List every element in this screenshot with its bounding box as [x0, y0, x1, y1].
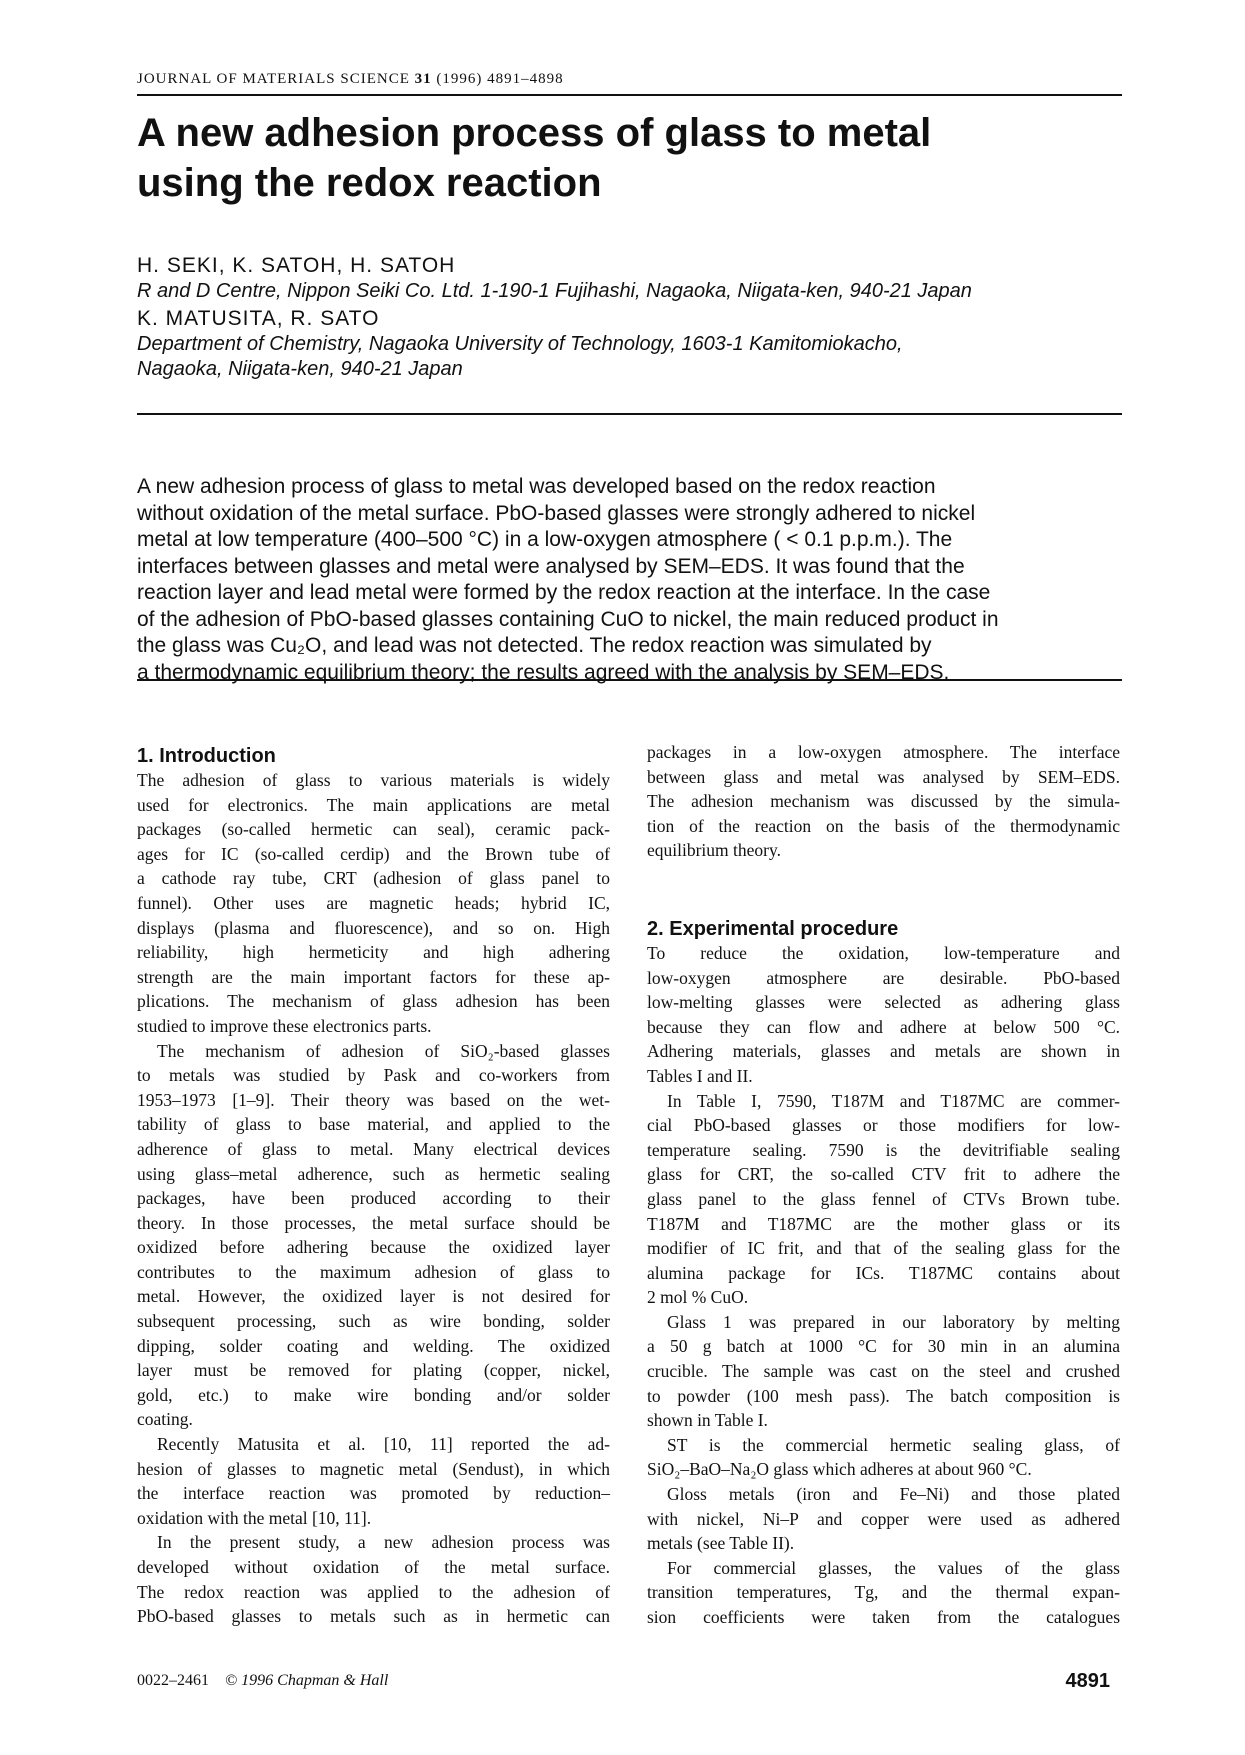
text-line: layer must be removed for plating (copper, nickel,	[137, 1360, 610, 1381]
text-line: temperature sealing. 7590 is the devitrifiable sealing	[647, 1139, 1120, 1160]
paragraph	[647, 1482, 1120, 1556]
text-line: T187M and T187MC are the mother glass or its	[647, 1213, 1120, 1234]
paragraph	[647, 941, 1120, 1089]
paragraph	[647, 740, 1120, 863]
text-line: shown in Table I.	[647, 1410, 768, 1431]
text-line: a 50 g batch at 1000 °C for 30 min in an alumina	[647, 1336, 1120, 1357]
text-line: The adhesion mechanism was discussed by the simula-	[647, 791, 1120, 812]
text-line: between glass and metal was analysed by SEM–EDS.	[647, 766, 1120, 787]
affiliation-line: Department of Chemistry, Nagaoka University of Technology, 1603-1 Kamitomiokacho,	[137, 333, 903, 355]
text-line: The mechanism of adhesion of SiO₂-based glasses	[157, 1040, 610, 1061]
text-line: developed without oxidation of the metal surface.	[137, 1557, 610, 1577]
right-column	[647, 740, 1120, 1630]
text-line: packages, have been produced according to their	[137, 1188, 610, 1209]
text-line: plications. The mechanism of glass adhesion has been	[137, 991, 610, 1012]
abstract-line: reaction layer and lead metal were formed by the redox reaction at the interface. In the case	[137, 581, 991, 604]
text-line: coating.	[137, 1409, 193, 1430]
text-line: The redox reaction was applied to the adhesion of	[137, 1581, 610, 1602]
running-header	[137, 71, 1122, 96]
text-line: For commercial glasses, the values of the glass	[667, 1557, 1120, 1578]
text-line: displays (plasma and fluorescence), and so on. High	[137, 917, 610, 938]
text-line: In the present study, a new adhesion process was	[157, 1532, 610, 1553]
text-line: modifier of IC frit, and that of the sealing glass for the	[647, 1238, 1120, 1259]
affiliation-line: R and D Centre, Nippon Seiki Co. Ltd. 1-190-1 Fujihashi, Nagaoka, Niigata-ken, 940-21 Japan	[137, 280, 972, 302]
text-line: reliability, high hermeticity and high adhering	[137, 942, 610, 963]
paragraph	[137, 1432, 610, 1530]
copyright: © 1996 Chapman & Hall	[225, 1672, 389, 1689]
text-line: used for electronics. The main applications are metal	[137, 794, 610, 815]
text-line: ages for IC (so-called cerdip) and the Brown tube of	[137, 843, 610, 864]
text-line: ST is the commercial hermetic sealing glass, of	[667, 1434, 1120, 1455]
text-line: metal. However, the oxidized layer is not desired for	[137, 1286, 610, 1307]
text-line: PbO-based glasses to metals such as in hermetic can	[137, 1606, 610, 1627]
title-line: A new adhesion process of glass to metal	[137, 111, 932, 155]
text-line: Recently Matusita et al. [10, 11] reported the ad-	[157, 1434, 610, 1455]
journal-name: JOURNAL OF MATERIALS SCIENCE	[137, 71, 410, 87]
text-line: packages in a low-oxygen atmosphere. The interface	[647, 742, 1120, 762]
author-group	[137, 253, 1122, 304]
abstract-line: of the adhesion of PbO-based glasses containing CuO to nickel, the main reduced product in	[137, 607, 999, 631]
issn: 0022–2461	[137, 1672, 209, 1689]
section-heading: 1. Introduction	[137, 745, 276, 767]
paragraph	[647, 1310, 1120, 1433]
text-line: funnel). Other uses are magnetic heads; hybrid IC,	[137, 892, 610, 913]
title-line: using the redox reaction	[137, 161, 602, 205]
left-column	[137, 744, 610, 1629]
page-number: 4891	[1065, 1670, 1110, 1692]
text-line: alumina package for ICs. T187MC contains about	[647, 1262, 1120, 1283]
text-line: crucible. The sample was cast on the steel and crushed	[647, 1361, 1120, 1382]
abstract-line: the glass was Cu₂O, and lead was not detected. The redox reaction was simulated by	[137, 634, 932, 657]
paragraph	[137, 768, 610, 1039]
text-line: Tables I and II.	[647, 1065, 753, 1086]
text-line: oxidation with the metal [10, 11].	[137, 1507, 372, 1528]
text-line: hesion of glasses to magnetic metal (Sendust), in which	[137, 1458, 610, 1479]
text-line: a cathode ray tube, CRT (adhesion of glass panel to	[137, 868, 610, 889]
text-line: using glass–metal adherence, such as hermetic sealing	[137, 1163, 610, 1184]
abstract-line: metal at low temperature (400–500 °C) in a low-oxygen atmosphere ( < 0.1 p.p.m.). The	[137, 528, 953, 551]
text-line: studied to improve these electronics parts.	[137, 1015, 432, 1036]
text-line: Glass 1 was prepared in our laboratory by melting	[667, 1311, 1120, 1332]
text-line: glass for CRT, the so-called CTV frit to adhere the	[647, 1164, 1120, 1185]
text-line: contributes to the maximum adhesion of glass to	[137, 1261, 610, 1282]
text-line: 2 mol % CuO.	[647, 1287, 749, 1308]
text-line: gold, etc.) to make wire bonding and/or solder	[137, 1384, 610, 1405]
abstract-line: A new adhesion process of glass to metal was developed based on the redox reaction	[137, 475, 936, 498]
journal-volume: 31	[414, 71, 432, 87]
text-line: the interface reaction was promoted by reduction–	[137, 1483, 610, 1504]
text-line: SiO₂–BaO–Na₂O glass which adheres at about 960 °C.	[647, 1459, 1032, 1480]
journal-year-pages: (1996) 4891–4898	[436, 71, 564, 87]
text-line: transition temperatures, Tg, and the thermal expan-	[647, 1582, 1120, 1603]
footer-issn-copyright	[137, 1672, 388, 1690]
text-line: because they can flow and adhere at below 500 °C.	[647, 1016, 1120, 1037]
paragraph	[647, 1433, 1120, 1482]
text-line: to powder (100 mesh pass). The batch composition is	[647, 1385, 1120, 1406]
text-line: oxidized before adhering because the oxidized layer	[137, 1237, 610, 1258]
text-line: To reduce the oxidation, low-temperature and	[647, 942, 1120, 963]
text-line: with nickel, Ni–P and copper were used as adhered	[647, 1508, 1120, 1529]
spacer	[647, 863, 1120, 917]
text-line: cial PbO-based glasses or those modifiers for low-	[647, 1115, 1120, 1136]
affiliation	[137, 332, 1122, 382]
text-line: sion coefficients were taken from the catalogues	[647, 1607, 1120, 1627]
article-title	[137, 108, 1122, 208]
text-line: In Table I, 7590, T187M and T187MC are commer-	[667, 1090, 1120, 1111]
text-line: 1953–1973 [1–9]. Their theory was based on the wet-	[137, 1089, 610, 1110]
text-line: The adhesion of glass to various materials is widely	[137, 770, 610, 790]
text-line: theory. In those processes, the metal surface should be	[137, 1212, 610, 1233]
affiliation-line: Nagaoka, Niigata-ken, 940-21 Japan	[137, 358, 463, 380]
text-line: subsequent processing, such as wire bonding, solder	[137, 1311, 610, 1332]
paragraph	[137, 1039, 610, 1433]
abstract	[137, 474, 1122, 686]
text-line: tion of the reaction on the basis of the thermodynamic	[647, 815, 1120, 836]
text-line: adherence of glass to metal. Many electrical devices	[137, 1138, 610, 1159]
paragraph	[647, 1089, 1120, 1310]
text-line: equilibrium theory.	[647, 840, 781, 861]
text-line: Gloss metals (iron and Fe–Ni) and those plated	[667, 1484, 1120, 1505]
paragraph	[137, 1530, 610, 1628]
author-names: K. MATUSITA, R. SATO	[137, 307, 380, 330]
divider	[137, 679, 1122, 681]
abstract-line: a thermodynamic equilibrium theory; the results agreed with the analysis by SEM–EDS.	[137, 660, 950, 684]
text-line: metals (see Table II).	[647, 1533, 795, 1554]
text-line: Adhering materials, glasses and metals are shown in	[647, 1041, 1120, 1062]
text-line: strength are the main important factors for these ap-	[137, 966, 610, 987]
affiliation	[137, 279, 1122, 304]
paragraph	[647, 1556, 1120, 1630]
text-line: low-melting glasses were selected as adhering glass	[647, 992, 1120, 1013]
author-names: H. SEKI, K. SATOH, H. SATOH	[137, 254, 456, 277]
text-line: glass panel to the glass fennel of CTVs Brown tube.	[647, 1188, 1120, 1209]
author-list	[137, 253, 1122, 384]
text-line: low-oxygen atmosphere are desirable. PbO-based	[647, 967, 1120, 988]
section-heading: 2. Experimental procedure	[647, 917, 899, 940]
text-line: tability of glass to base material, and applied to the	[137, 1114, 610, 1135]
abstract-line: without oxidation of the metal surface. PbO-based glasses were strongly adhered to nickel	[137, 501, 976, 525]
text-line: to metals was studied by Pask and co-workers from	[137, 1065, 610, 1086]
author-group	[137, 306, 1122, 382]
divider	[137, 413, 1122, 415]
abstract-line: interfaces between glasses and metal were analysed by SEM–EDS. It was found that the	[137, 554, 965, 578]
text-line: packages (so-called hermetic can seal), ceramic pack-	[137, 819, 610, 840]
text-line: dipping, solder coating and welding. The oxidized	[137, 1335, 610, 1356]
